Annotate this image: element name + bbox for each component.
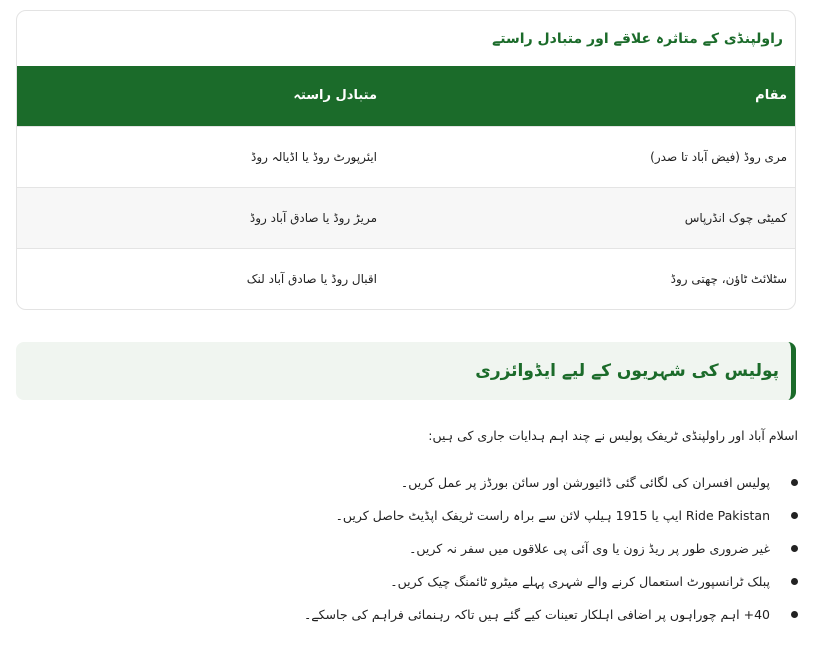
bullet-icon [791,611,798,618]
list-item [98,466,798,499]
list-item-text: 40+ اہم چوراہوں پر اضافی اہلکار تعینات کیے گئے ہیں تاکہ رہنمائی فراہم کی جاسکے۔ [303,607,770,622]
list-item-text: پولیس افسران کی لگائی گئی ڈائیورشن اور سائن بورڈز پر عمل کریں۔ [400,475,770,490]
header-alternate: متبادل راستہ [17,66,417,126]
advisory-intro: اسلام آباد اور راولپنڈی ٹریفک پولیس نے چند اہم ہدایات جاری کی ہیں: [428,428,798,443]
list-item [98,598,798,631]
routes-table [17,66,796,309]
list-item-text: Ride Pakistan ایپ یا 1915 ہیلپ لائن سے براہ راست ٹریفک اپڈیٹ حاصل کریں۔ [335,508,770,523]
cell-alternate: اقبال روڈ یا صادق آباد لنک [17,248,417,309]
table-row [17,126,796,187]
advisory-list [98,466,798,631]
bullet-icon [791,512,798,519]
cell-location: مری روڈ (فیض آباد تا صدر) [417,126,796,187]
cell-alternate: مریڑ روڈ یا صادق آباد روڈ [17,187,417,248]
bullet-icon [791,545,798,552]
list-item-text: پبلک ٹرانسپورٹ استعمال کرنے والے شہری پہلے میٹرو ٹائمنگ چیک کریں۔ [390,574,770,589]
bullet-icon [791,578,798,585]
cell-location: سٹلائٹ ٹاؤن، چھتی روڈ [417,248,796,309]
list-item [98,499,798,532]
table-header-row [17,66,796,126]
list-item [98,565,798,598]
advisory-heading: پولیس کی شہریوں کے لیے ایڈوائزری [475,361,779,381]
header-location: مقام [417,66,796,126]
table-row [17,248,796,309]
routes-card-title: راولپنڈی کے متاثرہ علاقے اور متبادل راستے [492,31,783,47]
list-item [98,532,798,565]
routes-card [16,10,796,310]
advisory-heading-box [16,342,796,400]
table-row [17,187,796,248]
cell-location: کمیٹی چوک انڈرپاس [417,187,796,248]
list-item-text: غیر ضروری طور پر ریڈ زون یا وی آئی پی علاقوں میں سفر نہ کریں۔ [409,541,770,556]
cell-alternate: ایئرپورٹ روڈ یا اڈیالہ روڈ [17,126,417,187]
bullet-icon [791,479,798,486]
